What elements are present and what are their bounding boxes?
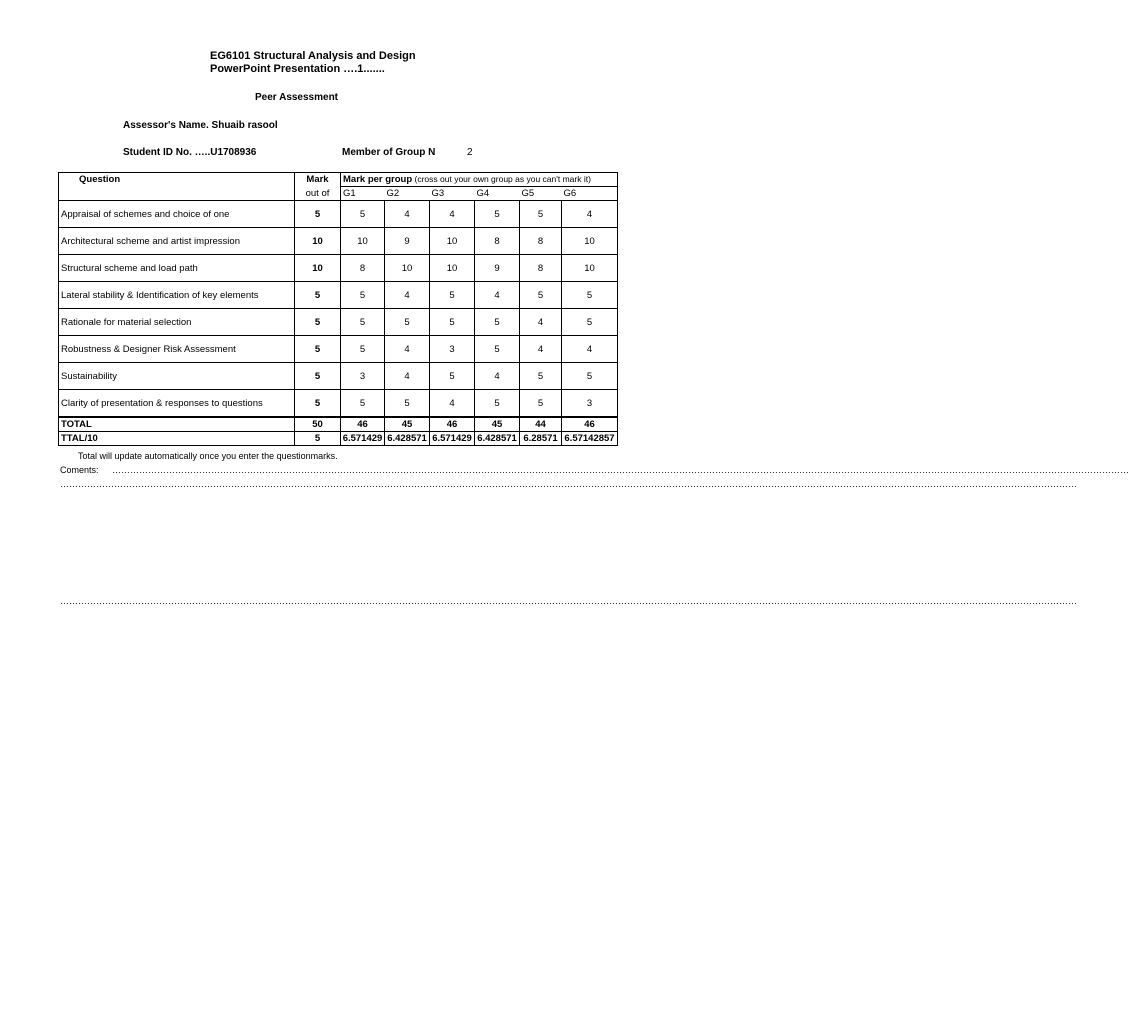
mark-per-group-note: (cross out your own group as you can't mark it)	[412, 174, 591, 184]
mark-cell-g5[interactable]: 8	[520, 228, 562, 255]
table-row	[59, 228, 618, 255]
ttal-g4: 6.428571	[475, 432, 520, 446]
mark-column-header: Mark	[295, 173, 341, 187]
document-title: EG6101 Structural Analysis and Design	[210, 50, 416, 62]
out-of-cell: 5	[295, 336, 341, 363]
mark-cell-g1[interactable]: 5	[341, 309, 385, 336]
group-header-g1: G1	[341, 187, 385, 201]
out-of-cell: 5	[295, 282, 341, 309]
ttal-g2: 6.428571	[385, 432, 430, 446]
mark-cell-g5[interactable]: 4	[520, 309, 562, 336]
member-of-group-value: 2	[467, 147, 473, 158]
mark-cell-g5[interactable]: 4	[520, 336, 562, 363]
group-header-g2: G2	[385, 187, 430, 201]
mark-cell-g2[interactable]: 4	[385, 336, 430, 363]
out-of-cell: 10	[295, 255, 341, 282]
mark-cell-g5[interactable]: 5	[520, 390, 562, 418]
out-of-cell: 5	[295, 363, 341, 390]
member-of-group-label: Member of Group N	[342, 147, 436, 158]
mark-cell-g4[interactable]: 4	[475, 363, 520, 390]
mark-cell-g4[interactable]: 9	[475, 255, 520, 282]
table-row	[59, 309, 618, 336]
ttal-g6: 6.57142857	[562, 432, 618, 446]
mark-cell-g6[interactable]: 10	[562, 255, 618, 282]
total-g1: 46	[341, 417, 385, 432]
ttal-g1: 6.571429	[341, 432, 385, 446]
table-row	[59, 282, 618, 309]
question-cell: Sustainability	[59, 363, 295, 390]
out-of-cell: 10	[295, 228, 341, 255]
ttal-g3: 6.571429	[430, 432, 475, 446]
mark-cell-g2[interactable]: 9	[385, 228, 430, 255]
mark-cell-g2[interactable]: 5	[385, 390, 430, 418]
total-g6: 46	[562, 417, 618, 432]
comments-line-2[interactable]: ……………………………………………………………………………………………………………………………………………………………………………………………………………………………………………………………………………………………………………	[60, 479, 1077, 489]
ttal-g5: 6.28571	[520, 432, 562, 446]
group-header-g4: G4	[475, 187, 520, 201]
mark-cell-g1[interactable]: 3	[341, 363, 385, 390]
mark-cell-g3[interactable]: 10	[430, 228, 475, 255]
table-header-row-2	[59, 187, 618, 201]
total-g2: 45	[385, 417, 430, 432]
mark-cell-g4[interactable]: 4	[475, 282, 520, 309]
out-of-cell: 5	[295, 201, 341, 228]
mark-cell-g5[interactable]: 5	[520, 201, 562, 228]
comments-label: Coments:	[60, 465, 99, 475]
mark-cell-g4[interactable]: 5	[475, 201, 520, 228]
table-row	[59, 255, 618, 282]
question-header-spacer	[59, 187, 295, 201]
total-out-of: 50	[295, 417, 341, 432]
student-id: Student ID No. …..U1708936	[123, 147, 257, 158]
mark-cell-g6[interactable]: 5	[562, 282, 618, 309]
marks-table	[58, 172, 618, 446]
mark-cell-g2[interactable]: 4	[385, 363, 430, 390]
question-cell: Architectural scheme and artist impression	[59, 228, 295, 255]
mark-cell-g5[interactable]: 5	[520, 282, 562, 309]
mark-cell-g2[interactable]: 4	[385, 201, 430, 228]
mark-cell-g5[interactable]: 8	[520, 255, 562, 282]
mark-cell-g4[interactable]: 5	[475, 309, 520, 336]
group-header-g3: G3	[430, 187, 475, 201]
mark-cell-g6[interactable]: 10	[562, 228, 618, 255]
ttal-label: TTAL/10	[59, 432, 295, 446]
auto-update-note: Total will update automatically once you enter the questionmarks.	[78, 451, 338, 461]
group-header-g6: G6	[562, 187, 618, 201]
mark-cell-g3[interactable]: 4	[430, 201, 475, 228]
question-cell: Lateral stability & Identification of key elements	[59, 282, 295, 309]
mark-cell-g4[interactable]: 5	[475, 390, 520, 418]
total-g4: 45	[475, 417, 520, 432]
mark-cell-g3[interactable]: 5	[430, 282, 475, 309]
table-row	[59, 201, 618, 228]
mark-cell-g6[interactable]: 5	[562, 309, 618, 336]
mark-cell-g5[interactable]: 5	[520, 363, 562, 390]
mark-cell-g4[interactable]: 5	[475, 336, 520, 363]
ttal-row	[59, 432, 618, 446]
mark-cell-g6[interactable]: 4	[562, 336, 618, 363]
ttal-out-of: 5	[295, 432, 341, 446]
question-cell: Robustness & Designer Risk Assessment	[59, 336, 295, 363]
section-heading: Peer Assessment	[255, 92, 339, 103]
mark-cell-g6[interactable]: 4	[562, 201, 618, 228]
mark-cell-g3[interactable]: 5	[430, 309, 475, 336]
out-of-cell: 5	[295, 309, 341, 336]
table-row	[59, 363, 618, 390]
mark-cell-g1[interactable]: 5	[341, 201, 385, 228]
mark-cell-g6[interactable]: 3	[562, 390, 618, 418]
mark-cell-g2[interactable]: 10	[385, 255, 430, 282]
mark-cell-g2[interactable]: 4	[385, 282, 430, 309]
mark-cell-g1[interactable]: 5	[341, 282, 385, 309]
total-g3: 46	[430, 417, 475, 432]
mark-cell-g3[interactable]: 5	[430, 363, 475, 390]
mark-cell-g2[interactable]: 5	[385, 309, 430, 336]
question-cell: Structural scheme and load path	[59, 255, 295, 282]
table-header-row-1	[59, 173, 618, 187]
document-subtitle: PowerPoint Presentation ….1.......	[210, 63, 385, 75]
mark-cell-g4[interactable]: 8	[475, 228, 520, 255]
assessor-name: Assessor's Name. Shuaib rasool	[123, 120, 278, 131]
mark-per-group-label: Mark per group	[343, 174, 413, 185]
total-label: TOTAL	[59, 417, 295, 432]
out-of-column-header: out of	[295, 187, 341, 201]
table-row	[59, 336, 618, 363]
mark-cell-g6[interactable]: 5	[562, 363, 618, 390]
comments-line-3[interactable]: ……………………………………………………………………………………………………………………………………………………………………………………………………………………………………………………………………………………………………………	[60, 596, 1077, 606]
question-column-header: Question	[59, 173, 295, 187]
total-g5: 44	[520, 417, 562, 432]
mark-cell-g1[interactable]: 8	[341, 255, 385, 282]
out-of-cell: 5	[295, 390, 341, 418]
mark-cell-g1[interactable]: 10	[341, 228, 385, 255]
mark-cell-g3[interactable]: 10	[430, 255, 475, 282]
total-row	[59, 417, 618, 432]
mark-cell-g1[interactable]: 5	[341, 336, 385, 363]
question-cell: Appraisal of schemes and choice of one	[59, 201, 295, 228]
comments-line-1[interactable]: ……………………………………………………………………………………………………………………………………………………………………………………………………………………………………………………………………………………………………………	[112, 465, 1129, 475]
mark-per-group-header	[341, 173, 618, 187]
question-cell: Clarity of presentation & responses to questions	[59, 390, 295, 418]
mark-cell-g3[interactable]: 3	[430, 336, 475, 363]
question-cell: Rationale for material selection	[59, 309, 295, 336]
table-row	[59, 390, 618, 418]
mark-cell-g3[interactable]: 4	[430, 390, 475, 418]
group-header-g5: G5	[520, 187, 562, 201]
mark-cell-g1[interactable]: 5	[341, 390, 385, 418]
